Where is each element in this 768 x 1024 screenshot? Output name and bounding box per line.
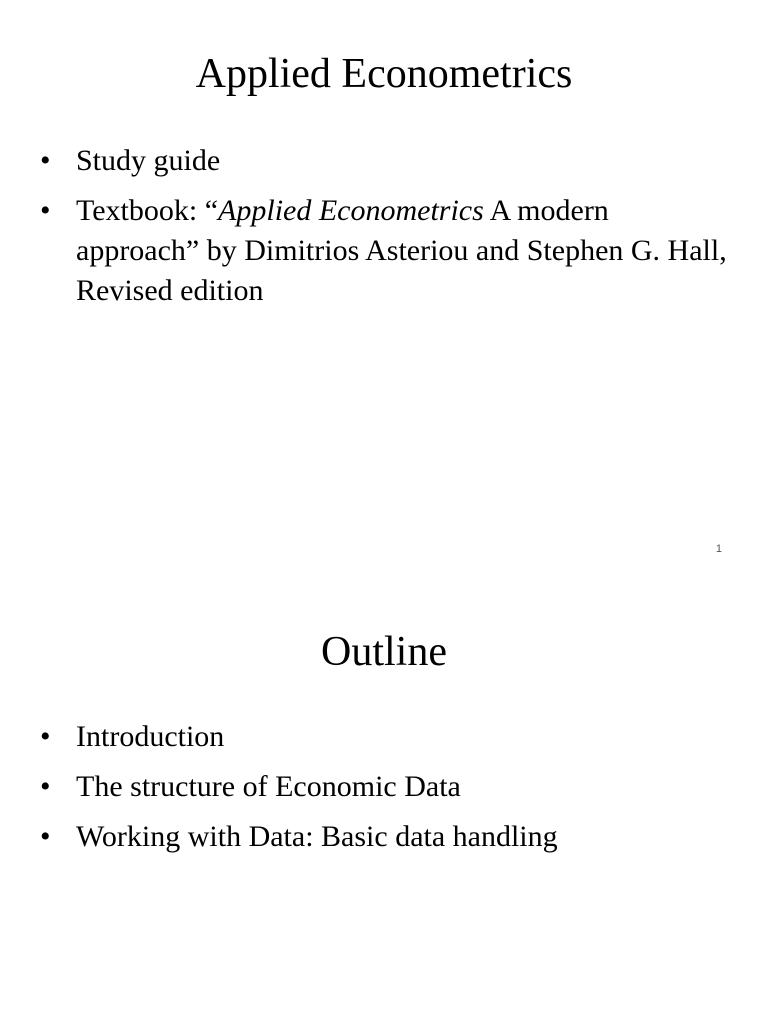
- bullet-item-study-guide: [40, 141, 730, 181]
- bullet-icon: •: [40, 720, 51, 753]
- bullet-text-prefix: Textbook: “: [76, 194, 219, 227]
- bullet-text: Working with Data: Basic data handling: [76, 820, 558, 853]
- slide-title: Outline: [321, 629, 447, 675]
- slide-2: [0, 576, 768, 1024]
- bullet-item-structure: [40, 767, 730, 807]
- bullet-icon: •: [40, 144, 51, 177]
- bullet-text-suffix: A modern approach” by Dimitrios Asteriou and Stephen G. Hall, Revised edition: [76, 194, 727, 307]
- bullet-text: Study guide: [76, 144, 221, 177]
- bullet-icon: •: [40, 820, 51, 853]
- page-number: 1: [715, 543, 722, 555]
- bullet-text: The structure of Economic Data: [76, 770, 461, 803]
- bullet-item-introduction: [40, 717, 730, 757]
- bullet-item-working-with-data: [40, 817, 730, 857]
- bullet-list: [40, 717, 730, 867]
- bullet-list: [40, 141, 730, 321]
- bullet-icon: •: [40, 194, 51, 227]
- book-title: Applied Econometrics: [218, 194, 484, 227]
- bullet-text: Introduction: [76, 720, 225, 753]
- slide-title: Applied Econometrics: [195, 51, 573, 97]
- bullet-icon: •: [40, 770, 51, 803]
- bullet-item-textbook: [40, 191, 730, 311]
